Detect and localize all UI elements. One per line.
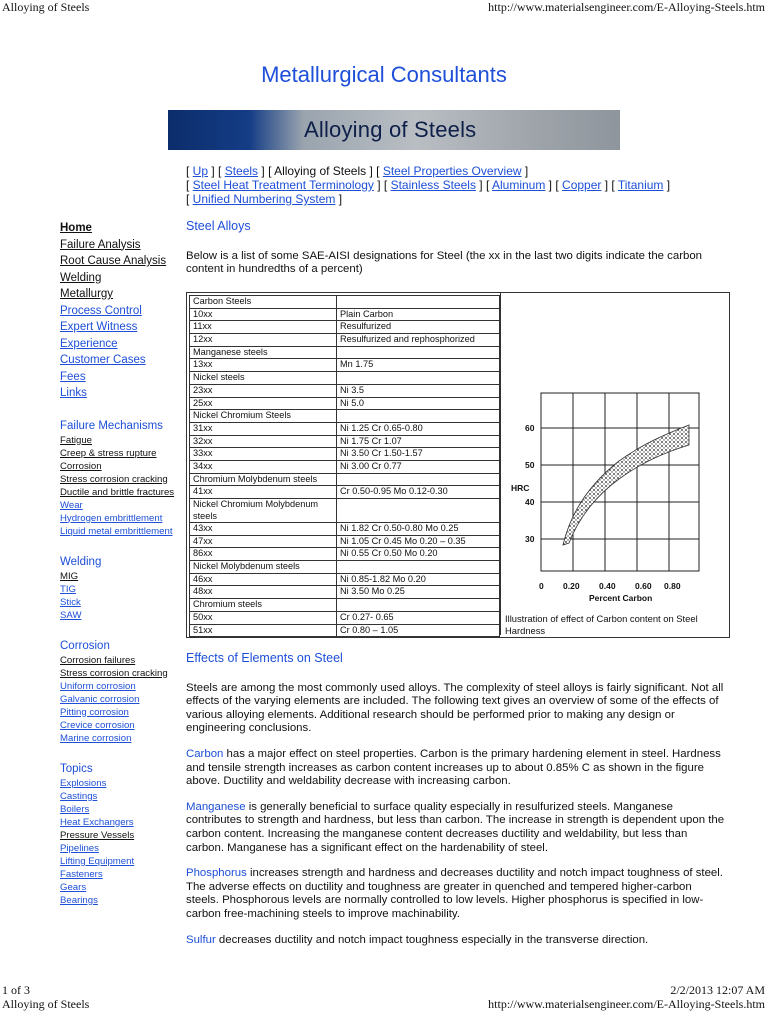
sidebar-explosions-link[interactable]: Explosions: [60, 777, 107, 789]
table-row: [190, 334, 500, 347]
composition-cell: Ni 3.50 Cr 1.50-1.57: [337, 448, 500, 461]
element-phosphorus-keyword: Phosphorus: [186, 867, 247, 880]
sidebar-lifting-equipment-link[interactable]: Lifting Equipment: [60, 855, 135, 867]
nav-stainless-steels-link[interactable]: Stainless Steels: [390, 178, 476, 192]
site-title: Metallurgical Consultants: [261, 62, 507, 87]
sidebar-section-title: Topics: [60, 762, 93, 775]
table-row: [190, 321, 500, 334]
sidebar-crevice-corrosion-link[interactable]: Crevice corrosion: [60, 719, 135, 731]
sidebar-gears-link[interactable]: Gears: [60, 881, 87, 893]
sidebar-boilers-link[interactable]: Boilers: [60, 803, 90, 815]
table-row: [190, 435, 500, 448]
effects-heading: Effects of Elements on Steel: [186, 651, 343, 665]
sidebar-fasteners-link[interactable]: Fasteners: [60, 868, 103, 880]
designation-cell: 41xx: [190, 486, 337, 499]
nav-steel-heat-treatment-terminology-link[interactable]: Steel Heat Treatment Terminology: [192, 178, 374, 192]
y-tick-40: 40: [525, 497, 535, 507]
table-row: [190, 548, 500, 561]
sidebar-castings-link[interactable]: Castings: [60, 790, 98, 802]
sidebar-metallurgy-link[interactable]: Metallurgy: [60, 288, 114, 300]
composition-cell: Ni 0.85-1.82 Mo 0.20: [337, 573, 500, 586]
designation-cell: 43xx: [190, 523, 337, 536]
x-tick-0: 0: [539, 581, 544, 591]
table-row: [190, 410, 500, 423]
y-tick-50: 50: [525, 460, 535, 470]
element-carbon-keyword: Carbon: [186, 747, 224, 760]
sidebar-galvanic-corrosion-link[interactable]: Galvanic corrosion: [60, 693, 140, 705]
table-row: [190, 599, 500, 612]
composition-cell: Ni 5.0: [337, 397, 500, 410]
designation-cell: 10xx: [190, 308, 337, 321]
sidebar-bearings-link[interactable]: Bearings: [60, 894, 98, 906]
y-tick-30: 30: [525, 534, 535, 544]
effect-sulfur-paragraph: [186, 934, 726, 948]
x-tick-080: 0.80: [664, 581, 681, 591]
designation-cell: 50xx: [190, 611, 337, 624]
sidebar-welding-link[interactable]: Welding: [60, 271, 102, 284]
footer-left: [2, 983, 89, 1011]
table-row: [190, 535, 500, 548]
steel-alloys-heading: Steel Alloys: [186, 219, 251, 233]
composition-cell: [337, 499, 500, 523]
table-row: [190, 486, 500, 499]
table-row: [190, 372, 500, 385]
banner-title: Alloying of Steels: [304, 117, 477, 142]
effect-text: increases strength and hardness and decreases ductility and notch impact toughness of steel. The adverse effects on ductility and toughness are greater in quenched and tempered higher-carbon steels. Phosphorous levels are normally controlled to low levels. Higher phosphorus is specified in low-carbon free-machining steels to improve machinability.: [186, 867, 723, 920]
sidebar-section-title: Welding: [60, 555, 102, 568]
composition-cell: Cr 0.27- 0.65: [337, 611, 500, 624]
table-row: [190, 359, 500, 372]
designation-cell: 48xx: [190, 586, 337, 599]
nav-copper-link[interactable]: Copper: [562, 178, 602, 192]
designation-cell: Chromium Molybdenum steels: [190, 473, 337, 486]
steel-alloys-intro: Below is a list of some SAE-AISI designations for Steel (the xx in the last two digits indicate the carbon content in hundredths of a percent): [186, 249, 702, 276]
sidebar-customer-cases-link[interactable]: Customer Cases: [60, 354, 146, 366]
sidebar-experience-link[interactable]: Experience: [60, 337, 118, 350]
designation-cell: Carbon Steels: [190, 296, 337, 309]
sidebar-hydrogen-embrittlement-link[interactable]: Hydrogen embrittlement: [60, 512, 163, 524]
composition-cell: Ni 0.55 Cr 0.50 Mo 0.20: [337, 548, 500, 561]
sidebar-section-topics: [60, 761, 185, 907]
sidebar-wear-link[interactable]: Wear: [60, 499, 83, 511]
sidebar-corrosion-failures-link[interactable]: Corrosion failures: [60, 654, 136, 666]
designation-cell: 34xx: [190, 460, 337, 473]
composition-cell: Plain Carbon: [337, 308, 500, 321]
figure-caption: Illustration of effect of Carbon content on Steel Hardness: [505, 613, 698, 636]
composition-cell: Ni 1.25 Cr 0.65-0.80: [337, 422, 500, 435]
composition-cell: Resulfurized: [337, 321, 500, 334]
sidebar-root-cause-analysis-link[interactable]: Root Cause Analysis: [60, 255, 167, 267]
composition-cell: [337, 473, 500, 486]
composition-cell: Ni 3.50 Mo 0.25: [337, 586, 500, 599]
designation-cell: 46xx: [190, 573, 337, 586]
sidebar-pressure-vessels-link[interactable]: Pressure Vessels: [60, 829, 135, 841]
effects-intro: Steels are among the most commonly used alloys. The complexity of steel alloys is fairly significant. Not all effects of the varying elements are included. The following text gives an overview of some of the effects of various alloying elements. Additional research should be performed prior to making any design or engineering conclusions.: [186, 681, 724, 735]
designation-cell: 23xx: [190, 384, 337, 397]
effect-text: decreases ductility and notch impact toughness especially in the transverse direction.: [215, 933, 649, 946]
element-manganese-keyword: Manganese: [186, 800, 246, 813]
table-row: [190, 308, 500, 321]
designation-cell: 11xx: [190, 321, 337, 334]
composition-cell: Mn 1.75: [337, 359, 500, 372]
x-tick-020: 0.20: [563, 581, 580, 591]
effect-phosphorus-paragraph: [186, 867, 726, 921]
sidebar-process-control-link[interactable]: Process Control: [60, 304, 142, 317]
designation-cell: 32xx: [190, 435, 337, 448]
table-row: [190, 422, 500, 435]
designation-cell: Nickel Molybdenum steels: [190, 561, 337, 574]
sidebar-mig-link[interactable]: MIG: [60, 570, 79, 582]
sidebar-section-failure-mechanisms: [60, 418, 185, 538]
effect-carbon-paragraph: [186, 748, 726, 789]
effects-section: [186, 652, 726, 947]
nav-steel-properties-overview-link[interactable]: Steel Properties Overview: [382, 164, 522, 178]
footer-datetime: 2/2/2013 12:07 AM: [670, 983, 765, 997]
designation-cell: 12xx: [190, 334, 337, 347]
print-header-title: Alloying of Steels: [2, 0, 90, 14]
sidebar-pitting-corrosion-link[interactable]: Pitting corrosion: [60, 706, 129, 718]
composition-cell: [337, 346, 500, 359]
alloys-box: [186, 292, 730, 638]
sidebar-fees-link[interactable]: Fees: [60, 370, 86, 383]
table-row: [190, 473, 500, 486]
sidebar-heat-exchangers-link[interactable]: Heat Exchangers: [60, 816, 134, 828]
x-axis-label: Percent Carbon: [589, 593, 653, 603]
print-footer: [0, 983, 768, 1023]
table-row: [190, 523, 500, 536]
sidebar-creep-stress-rupture-link[interactable]: Creep & stress rupture: [60, 447, 157, 459]
table-row: [190, 346, 500, 359]
sidebar-saw-link[interactable]: SAW: [60, 609, 82, 621]
sidebar-tig-link[interactable]: TIG: [60, 583, 76, 595]
composition-cell: [337, 296, 500, 309]
nav-aluminum-link[interactable]: Aluminum: [491, 178, 546, 192]
nav-titanium-link[interactable]: Titanium: [617, 178, 664, 192]
sidebar-pipelines-link[interactable]: Pipelines: [60, 842, 99, 854]
x-tick-060: 0.60: [635, 581, 652, 591]
table-row: [190, 624, 500, 637]
designation-cell: 51xx: [190, 624, 337, 637]
sidebar-corrosion-link[interactable]: Corrosion: [60, 460, 102, 472]
designation-cell: Chromium steels: [190, 599, 337, 612]
sidebar-expert-witness-link[interactable]: Expert Witness: [60, 321, 138, 333]
composition-cell: Ni 1.05 Cr 0.45 Mo 0.20 – 0.35: [337, 535, 500, 548]
carbon-hardness-figure: [500, 293, 729, 635]
composition-cell: Ni 1.75 Cr 1.07: [337, 435, 500, 448]
effect-text: has a major effect on steel properties. Carbon is the primary hardening element in steel. Hardness and tensile strength increases as carbon content increases up to about 0.85% C as shown in the figure above. Ductility and weldability decrease with increasing carbon.: [186, 747, 721, 788]
nav-steels-link[interactable]: Steels: [224, 164, 259, 178]
designation-cell: Nickel Chromium Steels: [190, 410, 337, 423]
composition-cell: [337, 599, 500, 612]
sidebar-section-corrosion: [60, 638, 185, 745]
table-row: [190, 296, 500, 309]
x-tick-040: 0.40: [599, 581, 616, 591]
designation-cell: Manganese steels: [190, 346, 337, 359]
table-row: [190, 573, 500, 586]
page-banner: [168, 110, 620, 150]
nav-alloying-of-steels-current: Alloying of Steels: [274, 164, 367, 178]
sidebar-home-link[interactable]: Home: [60, 222, 92, 234]
footer-title: Alloying of Steels: [2, 997, 90, 1011]
sidebar: [60, 220, 185, 907]
carbon-hardness-chart: [501, 293, 729, 611]
footer-page-number: 1 of 3: [2, 983, 30, 997]
composition-cell: Cr 0.50-0.95 Mo 0.12-0.30: [337, 486, 500, 499]
designation-cell: 47xx: [190, 535, 337, 548]
table-row: [190, 499, 500, 523]
designation-cell: Nickel Chromium Molybdenum steels: [190, 499, 337, 523]
y-axis-label: HRC: [511, 483, 530, 493]
sidebar-section-title: Failure Mechanisms: [60, 419, 163, 432]
table-row: [190, 611, 500, 624]
composition-cell: Ni 3.5: [337, 384, 500, 397]
footer-url: http://www.materialsengineer.com/E-Alloying-Steels.htm: [488, 997, 765, 1011]
sidebar-section-title: Corrosion: [60, 639, 110, 652]
composition-cell: [337, 561, 500, 574]
designation-cell: 13xx: [190, 359, 337, 372]
designation-cell: 31xx: [190, 422, 337, 435]
effect-text: is generally beneficial to surface quality especially in resulfurized steels. Manganese contributes to strength and hardness, but less than carbon. The increase in strength is dependent upon the carbon content. Increasing the manganese content decreases ductility and weldability, but less than carbon. Manganese has a significant effect on the hardenability of steel.: [186, 800, 725, 854]
designation-cell: 33xx: [190, 448, 337, 461]
table-row: [190, 397, 500, 410]
composition-cell: Resulfurized and rephosphorized: [337, 334, 500, 347]
main-content: [186, 220, 726, 277]
sidebar-stick-link[interactable]: Stick: [60, 596, 81, 608]
effect-manganese-paragraph: [186, 801, 726, 855]
composition-cell: [337, 410, 500, 423]
print-header-url: http://www.materialsengineer.com/E-Alloying-Steels.htm: [488, 0, 765, 14]
sidebar-stress-corrosion-cracking-link[interactable]: Stress corrosion cracking: [60, 473, 168, 485]
sidebar-liquid-metal-embrittlement-link[interactable]: Liquid metal embrittlement: [60, 525, 173, 537]
designation-cell: 25xx: [190, 397, 337, 410]
composition-cell: Ni 1.82 Cr 0.50-0.80 Mo 0.25: [337, 523, 500, 536]
designation-cell: 86xx: [190, 548, 337, 561]
table-row: [190, 460, 500, 473]
designation-cell: Nickel steels: [190, 372, 337, 385]
print-header: [0, 0, 768, 16]
sidebar-ductile-and-brittle-fractures-link[interactable]: Ductile and brittle fractures: [60, 486, 175, 498]
table-row: [190, 384, 500, 397]
table-row: [190, 561, 500, 574]
table-row: [190, 586, 500, 599]
footer-right: [488, 983, 765, 1011]
sidebar-marine-corrosion-link[interactable]: Marine corrosion: [60, 732, 132, 744]
element-sulfur-keyword: Sulfur: [186, 933, 216, 946]
nav-unified-numbering-system-link[interactable]: Unified Numbering System: [192, 192, 336, 206]
sidebar-failure-analysis-link[interactable]: Failure Analysis: [60, 238, 141, 251]
sidebar-section-welding: [60, 554, 185, 622]
steel-designation-table: [189, 295, 500, 637]
composition-cell: Ni 3.00 Cr 0.77: [337, 460, 500, 473]
composition-cell: Cr 0.80 – 1.05: [337, 624, 500, 637]
sidebar-uniform-corrosion-link[interactable]: Uniform corrosion: [60, 680, 136, 692]
y-tick-60: 60: [525, 423, 535, 433]
table-row: [190, 448, 500, 461]
breadcrumb-nav: [ Up ] [ Steels ] [ Alloying of Steels ] [ Steel Properties Overview ] [ Steel Heat Treatment Terminology ] [ Stainless Steels ] [ Aluminum ] [ Copper ] [ Titanium ] [ Unified Numbering System ]: [186, 164, 671, 206]
composition-cell: [337, 372, 500, 385]
sidebar-stress-corrosion-cracking-link[interactable]: Stress corrosion cracking: [60, 667, 168, 679]
sidebar-links-link[interactable]: Links: [60, 387, 87, 399]
nav-up-link[interactable]: Up: [192, 164, 209, 178]
sidebar-fatigue-link[interactable]: Fatigue: [60, 434, 92, 446]
